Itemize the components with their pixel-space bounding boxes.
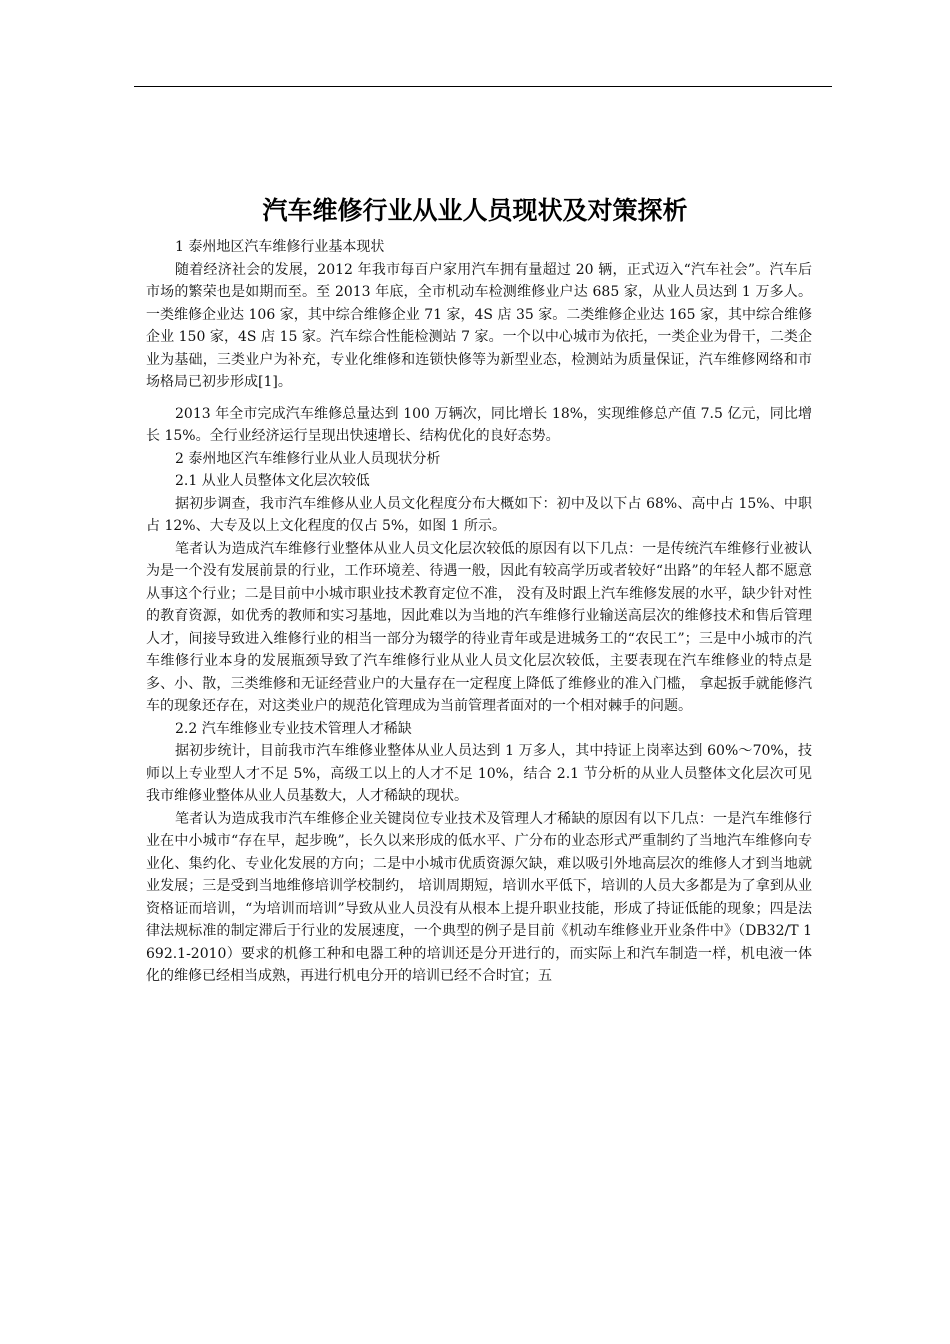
- paragraph-4: 笔者认为造成汽车维修行业整体从业人员文化层次较低的原因有以下几点：一是传统汽车维修行业被认为是一个没有发展前景的行业，工作环境差、待遇一般，因此有较高学历或者较好“出路”的年轻人都不愿意从事这个行业；二是目前中小城市职业技术教育定位不准， 没有及时跟上汽车维修发展的水平，缺少针对性的教育资源，如优秀的教师和实习基地，因此难以为当地的汽车维修行业输送高层次的维修技术和售后管理人才，间接导致进入维修行业的相当一部分为辍学的待业青年或是进城务工的“农民工”；三是中小城市的汽车维修行业本身的发展瓶颈导致了汽车维修行业从业人员文化层次较低，主要表现在汽车维修业的特点是多、小、散，三类维修和无证经营业户的大量存在一定程度上降低了维修业的准入门槛， 拿起扳手就能修汽车的现象还存在，对这类业户的规范化管理成为当前管理者面对的一个相对棘手的问题。: [146, 540, 812, 714]
- paragraph-2: 2013 年全市完成汽车维修总量达到 100 万辆次，同比增长 18%，实现维修总产值 7.5 亿元，同比增长 15%。全行业经济运行呈现出快速增长、结构优化的良好态势。: [146, 405, 812, 444]
- paragraph-6: 笔者认为造成我市汽车维修企业关键岗位专业技术及管理人才稀缺的原因有以下几点：一是汽车维修行业在中小城市“存在早，起步晚”，长久以来形成的低水平、广分布的业态形式严重制约了当地汽车维修向专业化、集约化、专业化发展的方向；二是中小城市优质资源欠缺，难以吸引外地高层次的维修人才到当地就业发展；三是受到当地维修培训学校制约， 培训周期短，培训水平低下，培训的人员大多都是为了拿到从业资格证而培训，“为培训而培训”导致从业人员没有从根本上提升职业技能，形成了持证低能的现象；四是法律法规标准的制定滞后于行业的发展速度，一个典型的例子是目前《机动车维修业开业条件中》（DB32/T 1692.1-2010）要求的机修工种和电器工种的培训还是分开进行的，而实际上和汽车制造一样，机电液一体化的维修已经相当成熟，再进行机电分开的培训已经不合时宜；五: [146, 810, 812, 984]
- subsection-heading-2-1: 2.1 从业人员整体文化层次较低: [175, 473, 370, 489]
- subsection-heading-2-2: 2.2 汽车维修业专业技术管理人才稀缺: [175, 720, 412, 737]
- section-heading-2: 2 泰州地区汽车维修行业从业人员现状分析: [175, 450, 441, 467]
- paragraph-5: 据初步统计，目前我市汽车维修业整体从业人员达到 1 万多人，其中持证上岗率达到 60%～70%，技师以上专业型人才不足 5%，高级工以上的人才不足 10%，结合 2.1 节分析的从业人员整体文化层次可见我市维修业整体从业人员基数大，人才稀缺的现状。: [146, 743, 812, 804]
- document-body: [146, 236, 812, 988]
- document-title: 汽车维修行业从业人员现状及对策探析: [262, 195, 688, 225]
- section-heading-1: 1 泰州地区汽车维修行业基本现状: [175, 239, 385, 255]
- paragraph-1: 随着经济社会的发展，2012 年我市每百户家用汽车拥有量超过 20 辆，正式迈入“汽车社会”。汽车后市场的繁荣也是如期而至。至 2013 年底，全市机动车检测维修业户达 685 家，从业人员达到 1 万多人。一类维修企业达 106 家，其中综合维修企业 71 家，4S 店 35 家。二类维修企业达 165 家，其中综合维修企业 150 家，4S 店 15 家。汽车综合性能检测站 7 家。一个以中心城市为依托，一类企业为骨干，二类企业为基础，三类业户为补充，专业化维修和连锁快修等为新型业态，检测站为质量保证，汽车维修网络和市场格局已初步形成[1]。: [146, 261, 812, 390]
- header-rule: [134, 86, 832, 87]
- paragraph-3: 据初步调查，我市汽车维修从业人员文化程度分布大概如下：初中及以下占 68%、高中占 15%、中职占 12%、大专及以上文化程度的仅占 5%，如图 1 所示。: [146, 495, 812, 534]
